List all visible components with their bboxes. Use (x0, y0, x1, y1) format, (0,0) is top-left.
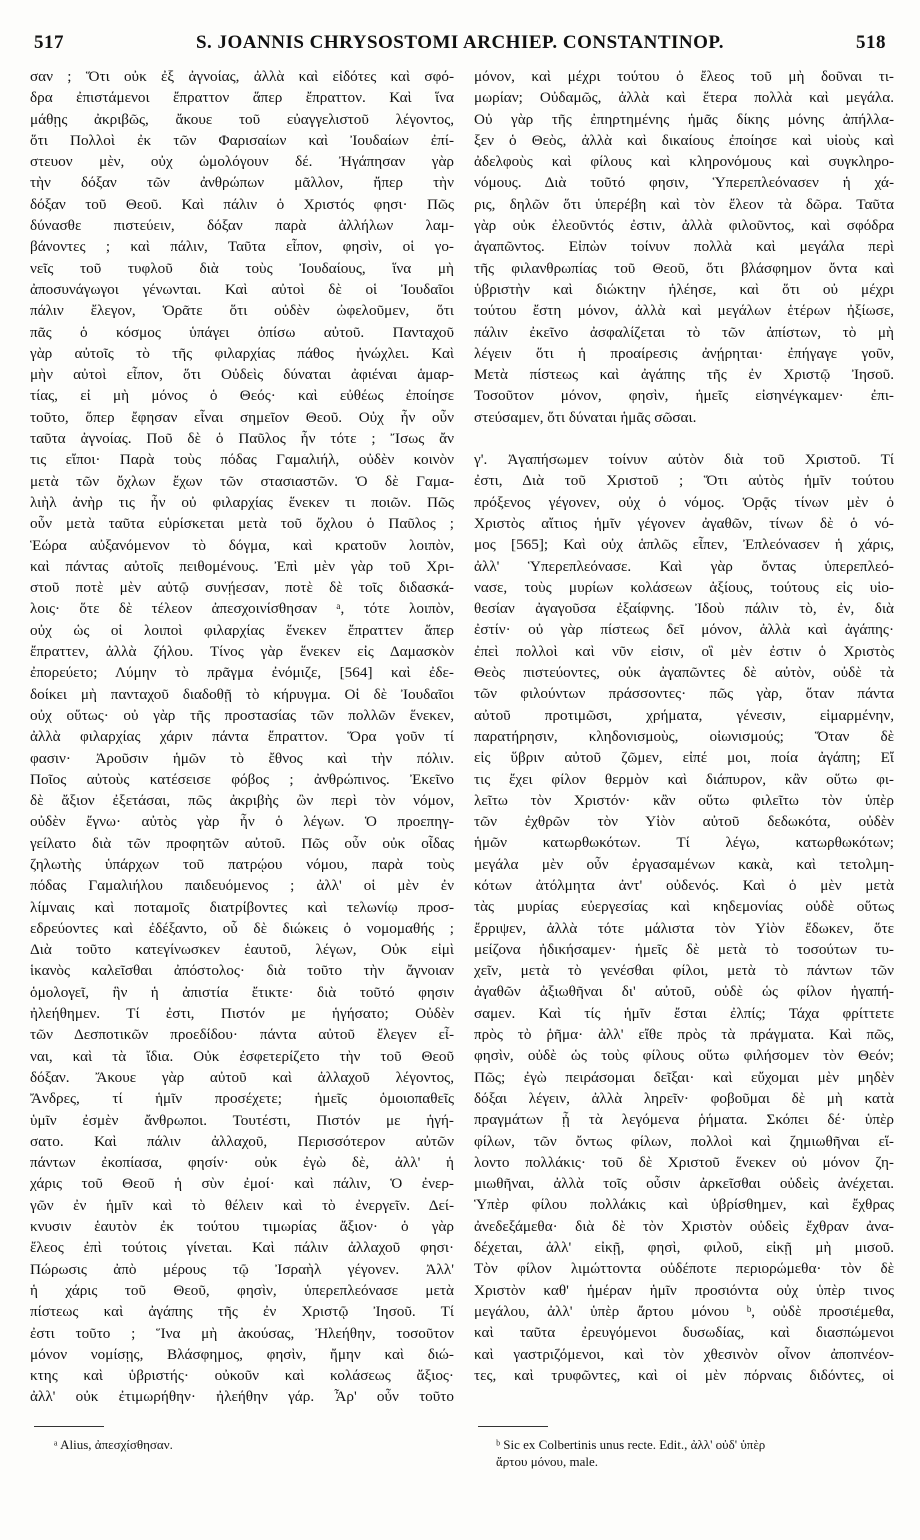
right-column (474, 66, 894, 1386)
text-line: Πῶς; ἐγὼ πειράσομαι δεῖξαι· καὶ εὔχομαι μὲν μηδὲν (474, 1068, 894, 1086)
text-line: Θεὸς πιστεύοντες, οὐκ ἀγαπῶντες δὲ αὐτὸν, οὐδὲ τὰ (474, 664, 894, 682)
text-line: νόμους. Διὰ τοῦτό φησιν, Ὑπερεπλεόνασεν ἡ χά- (474, 174, 894, 192)
text-line: δρα ἐπιστάμενοι ἔπραττον ἅπερ ἔπραττον. Καὶ ἵνα (30, 89, 454, 107)
text-line: ἀγαθῶν ἀξιωθῆναι δι' αὐτοῦ, οὐδὲ ὡς φίλον ἠγαπή- (474, 983, 894, 1001)
text-line: τίας, εἰ μὴ μόνος ὁ Θεός· καὶ εὐθέως ἐποίησε (30, 387, 454, 405)
text-line: νεῖς τοῦ τυφλοῦ διὰ τοὺς Ἰουδαίους, ἵνα μὴ (30, 259, 454, 277)
text-line: μος [565]; Καὶ οὐχ ἁπλῶς εἶπεν, Ἐπλεόνασεν ἡ χάρις, (474, 536, 894, 554)
text-line: θεσίαν ἀγαγοῦσα ἐξαίφνης. Ἰδοὺ πάλιν τὸ, ἐν, διὰ (474, 600, 894, 618)
text-line: ἔρριψεν, ἀλλὰ τότε μάλιστα τὸν Υἱὸν ἔδωκεν, ὅτε (474, 919, 894, 937)
text-line: κνυσιν ἑαυτὸν ἐκ τούτου τιμωρίας ἄξιον· ὁ γὰρ (30, 1218, 454, 1236)
text-line: καὶ ταῦτα ἐρευγόμενοι δυσωδίας, καὶ διασπώμενοι (474, 1324, 894, 1342)
text-line: ὑμῖν ἐσμὲν ἄνθρωποι. Τουτέστι, Πιστόν με ἡγή- (30, 1111, 454, 1129)
text-line: Χριστὸν καθ' ἡμέραν ἡμῖν προσιόντα οὐχ ὑπὲρ τινος (474, 1281, 894, 1299)
text-line: τὰς μυρίας εὐεργεσίας καὶ κηδεμονίας οὐδὲ οὕτως (474, 898, 894, 916)
text-line: λέγειν ὅτι ἡ προαίρεσις ἀνῄρηται· ἐπήγαγε γοῦν, (474, 344, 894, 362)
footnote-rule-left (34, 1426, 104, 1427)
footnote-text: ᵇ Sic ex Colbertinis unus recte. Edit., ἀλλ' οὐδ' ὑπὲρ (496, 1437, 766, 1452)
text-line: ἔλεος ἐπὶ τούτοις γίνεται. Καὶ πάλιν ἀλλαχοῦ φησι· (30, 1239, 454, 1257)
text-line: μεγάλα μὲν οὖν ἐργασαμένων κακὰ, καὶ τετολμη- (474, 855, 894, 873)
text-line: στευον μὲν, οὐχ ὡμολόγουν δέ. Ἠγάπησαν γὰρ (30, 153, 454, 171)
text-line: μείζονα ἠδικήσαμεν· ἡμεῖς δὲ μετὰ τὸ τοσούτων τυ- (474, 940, 894, 958)
text-line: ἀνεδεξάμεθα· διὰ δὲ τὸν Χριστὸν οὐδεὶς ἔχθραν ἀνα- (474, 1217, 894, 1235)
text-line: πᾶς ὁ κόσμος ὑπάγει ὀπίσω αὐτοῦ. Πανταχοῦ (30, 323, 454, 341)
page-number-right: 518 (856, 32, 886, 53)
left-column (30, 66, 454, 1408)
text-line: ἡ χάρις τοῦ Θεοῦ, φησὶν, ὑπερεπλεόνασε μετὰ (30, 1281, 454, 1299)
text-line: Χριστὸς αἴτιος ἡμῖν γέγονεν ἀγαθῶν, τίνων δὲ ὁ νό- (474, 514, 894, 532)
text-line: παρατήρησιν, κληδονισμοὺς, οἰωνισμούς; Ὅταν δὲ (474, 727, 894, 745)
text-line: φίλων, τῶν ὄντως φίλων, πολλοὶ καὶ ζημιωθῆναι εἵ- (474, 1132, 894, 1150)
text-line: εδρεύοντες καὶ ἐδέξαντο, οὗ δὲ διώκεις ὁ νομομαθής ; (30, 919, 454, 937)
text-line: πίστεως καὶ ἀγάπης τῆς ἐν Χριστῷ Ἰησοῦ. Τί (30, 1303, 454, 1321)
text-line: τες, καὶ τρυφῶντες, καὶ οἱ μὲν πόρναις διδόντες, οἱ (474, 1366, 894, 1384)
text-line: σατο. Καὶ πάλιν ἀλλαχοῦ, Περισσότερον αὐτῶν (30, 1132, 454, 1150)
text-line: ὑβριστὴν καὶ διώκτην ἠλέησε, καὶ ὅτι οὐ μέχρι (474, 280, 894, 298)
text-line: μάθῃς ἀκριβῶς, ἄκουε τοῦ εὐαγγελιστοῦ λέγοντος, (30, 110, 454, 128)
text-line: ἐστίν· οὐ γὰρ πίστεως δεῖ μόνον, ἀλλὰ καὶ ἀγάπης· (474, 621, 894, 639)
text-line: πάντων ἐκοπίασα, φησίν· οὐκ ἐγὼ δὲ, ἀλλ' ἡ (30, 1154, 454, 1172)
text-line: ἐπεὶ πολλοὶ καὶ νῦν εἰσιν, οἳ μὲν ἐστιν ὁ Χριστὸς (474, 642, 894, 660)
text-line: δόξαν τοῦ Θεοῦ. Καὶ πάλιν ὁ Χριστός φησι· Πῶς (30, 195, 454, 213)
text-line: γὰρ αὐτοῖς τὸ τῆς φιλαρχίας πάθος ἠνώχλει. Καὶ (30, 344, 454, 362)
text-line: γὰρ οὐκ ἐλεοῦντός ἐστιν, ἀλλὰ φιλοῦντος, καὶ σφόδρα (474, 217, 894, 235)
text-line: πόδας Γαμαλιήλου παιδευόμενος ; ἀλλ' οἱ μὲν ἐν (30, 877, 454, 895)
footnote-rule-right (478, 1426, 548, 1427)
text-line: αὐτοῦ προτιμῶσι, χρήματα, γένεσιν, εἱμαρμένην, (474, 706, 894, 724)
text-line: πάλιν ἔλεγον, Ὁρᾶτε ὅτι οὐδὲν ὠφελοῦμεν, ὅτι (30, 302, 454, 320)
text-line: σαμεν. Καὶ τίς ἡμῖν ἔσται ἐλπίς; Τάχα φρίττετε (474, 1004, 894, 1022)
text-line: τὴν δόξαν τῶν ἀνθρώπων μᾶλλον, ἤπερ τὴν (30, 174, 454, 192)
text-line: πρόξενος γέγονεν, οὐχ ὁ νόμος. Ὁρᾷς τίνων μὲν ὁ (474, 493, 894, 511)
text-line: δέχεται, ἀλλ' εἰκῇ, φησὶ, φιλοῦ, εἰκῇ μὴ μισοῦ. (474, 1239, 894, 1257)
text-line: ἡμῶν κατωρθωκότων. Τί λέγω, κατωρθωκότων; (474, 834, 894, 852)
text-line: δὲ ἄξιον ἐξετάσαι, πῶς ἀκριβὴς ὢν περὶ τὸν νόμον, (30, 792, 454, 810)
text-line: δύνασθε πιστεύειν, δόξαν παρὰ ἀλλήλων λαμ- (30, 217, 454, 235)
text-line: πάλιν ἐκεῖνο ἀσφαλίζεται τὸ τῶν ἀπίστων, τὸ μὴ (474, 323, 894, 341)
text-line: καὶ πάντας αὐτοῖς πειθομένους. Ἐπὶ μὲν γὰρ τοῦ Χρι- (30, 557, 454, 575)
text-line: ἀποσυνάγωγοι γένωνται. Καὶ αὐτοὶ δὲ οἱ Ἰουδαῖοι (30, 280, 454, 298)
footnote-text: ἄρτου μόνου, male. (496, 1454, 599, 1469)
text-line: μεγάλου, ἀλλ' ὑπὲρ ἄρτου μόνου ᵇ, οὐδὲ προσιέμεθα, (474, 1302, 894, 1320)
text-line: ναι, καὶ τὰ ἴδια. Οὐκ ἐσφετερίζετο τὴν τοῦ Θεοῦ (30, 1047, 454, 1065)
text-line: λοντο πολλάκις· τοῦ δὲ Χριστοῦ ἕνεκεν οὐ μόνον ζη- (474, 1153, 894, 1171)
text-line: ἱκανὸς καλεῖσθαι ἀπόστολος· διὰ τοῦτο τὴν ἄγνοιαν (30, 962, 454, 980)
text-line: Μετὰ πίστεως καὶ ἀγάπης τῆς ἐν Χριστῷ Ἰησοῦ. (474, 366, 894, 384)
text-line: λεῖτω τὸν Χριστόν· κἂν οὕτω φιλεῖτω τὸν ὑπὲρ (474, 791, 894, 809)
text-line: ἐστι τοῦτο ; Ἵνα μὴ ἀκούσας, Ἠλεήθην, τοσοῦτον (30, 1324, 454, 1342)
text-line: ἀλλ' Ὑπερεπλεόνασε. Καὶ γὰρ ὄντας ὑπερεπλεό- (474, 557, 894, 575)
text-line: εἰς ὕβριν αὐτοῦ ζῶμεν, εἰπέ μοι, ποία ἀγάπη; Εἴ (474, 749, 894, 767)
text-line: μὴν αὐτοὶ εἶπον, ὅτι Οὐδεὶς δύναται ἀφιέναι ἁμαρ- (30, 366, 454, 384)
text-line: μωρίαν; Οὐδαμῶς, ἀλλὰ καὶ ἕτερα πολλὰ καὶ μεγάλα. (474, 89, 894, 107)
text-line: Ποῖος αὐτοὺς κατέσεισε φόβος ; ἀνθρώπινος. Ἐκεῖνο (30, 770, 454, 788)
text-line: λίμναις καὶ ποταμοῖς διατρίβοντες καὶ τελωνίῳ προσ- (30, 898, 454, 916)
text-line: κτης καὶ ὑβριστής· οὐκοῦν καὶ κολάσεως ἄξιος· (30, 1367, 454, 1385)
page-header (30, 32, 890, 60)
text-line: ἀλλ' οὐκ ἐτιμωρήθην· ἠλεήθην γάρ. Ἆρ' οὖν τοῦτο (30, 1388, 454, 1406)
page-number-left: 517 (34, 32, 64, 53)
text-line: μιωθῆναι, ἀλλὰ τοῖς οὖσιν ἀρκεῖσθαι οὐδεὶς ἀνέχεται. (474, 1175, 894, 1193)
footnote-left (54, 1436, 444, 1453)
text-line: Οὐ γὰρ τῆς ἐπηρτημένης ἡμᾶς δίκης μόνης ἀπήλλα- (474, 110, 894, 128)
text-line: ζηλωτὴς ὑπάρχων τοῦ πατρῴου νόμου, παρὰ τοὺς (30, 855, 454, 873)
text-line: βάνοντες ; καὶ πάλιν, Ταῦτα εἶπον, φησὶν, οἱ γο- (30, 238, 454, 256)
text-line: Ὑπὲρ φίλου πολλάκις καὶ ὑβρίσθημεν, καὶ ἔχθρας (474, 1196, 894, 1214)
text-line: οὐχ οὕτως· οὐ γὰρ τῆς προστασίας τῶν πολλῶν ἕνεκεν, (30, 706, 454, 724)
text-line: ἠλεήθημεν. Τί ἐστι, Πιστόν με ἡγήσατο; Οὐδὲν (30, 1005, 454, 1023)
text-line: μόνον, καὶ μέχρι τούτου ὁ ἔλεος τοῦ μὴ δοῦναι τι- (474, 68, 894, 85)
footnote-right (496, 1436, 896, 1470)
text-line: γείλατο διὰ τῶν προφητῶν αὐτοῦ. Πῶς οὖν οὐκ οἶδας (30, 834, 454, 852)
text-line: στοῦ ποτὲ μὲν αὐτῷ συνῄεσαν, ποτὲ δὲ τοῖς διδασκά- (30, 579, 454, 597)
text-line: οὖν μετὰ ταῦτα εὑρίσκεται μετὰ τοῦ ὄχλου ὁ Παῦλος ; (30, 515, 454, 533)
footnote-text: ᵃ Alius, ἀπεσχίσθησαν. (54, 1437, 173, 1452)
text-line: δόξαν. Ἄκουε γὰρ αὐτοῦ καὶ ἀλλαχοῦ λέγοντος, (30, 1068, 454, 1086)
text-line: ἀγαπῶντος. Εἰπὼν τοίνυν πολλὰ καὶ μεγάλα περὶ (474, 238, 894, 256)
text-line: δόξαι λέγειν, ἀλλὰ ληρεῖν· φοβοῦμαι δὲ μὴ κατὰ (474, 1089, 894, 1107)
text-line: οὐδὲν ἔγνω· αὐτὸς γὰρ ἦν ὁ λέγων. Ὁ προεπηγ- (30, 813, 454, 831)
text-line: καὶ γαστριζόμενοι, καὶ τὸν χθεσινὸν οἶνον ἀποπνέον- (474, 1345, 894, 1363)
text-line: νασε, τοὺς μυρίων κολάσεων ἀξίους, τούτους εἰς υἱο- (474, 578, 894, 596)
text-line: τοῦτο, ὅπερ ἔφησαν εἶναι σημεῖον Θεοῦ. Οὐχ ἦν οὖν (30, 408, 454, 426)
text-line: δοίκει μὴ πανταχοῦ διαδοθῇ τὸ κήρυγμα. Οἱ δὲ Ἰουδαῖοι (30, 685, 454, 703)
text-line: ταῦτα ἀγνοίας. Ποῦ δὲ ὁ Παῦλος ἦν τότε ; Ἴσως ἄν (30, 430, 454, 448)
text-line: γ'. Ἀγαπήσωμεν τοίνυν αὐτὸν διὰ τοῦ Χριστοῦ. Τί (474, 451, 894, 469)
text-line: Πώρωσις ἀπὸ μέρους τῷ Ἰσραὴλ γέγονεν. Ἀλλ' (30, 1260, 454, 1278)
text-line: Διὰ τοῦτο κατεγίνωσκεν ἑαυτοῦ, λέγων, Οὐκ εἰμὶ (30, 941, 454, 959)
running-title: S. JOANNIS CHRYSOSTOMI ARCHIEP. CONSTANTINOP. (195, 32, 725, 53)
text-line: τῶν φιλούντων πράσσοντες· πῶς γὰρ, ὅταν πάντα (474, 685, 894, 703)
text-line: τῶν ἐχθρῶν τὸν Υἱὸν αὐτοῦ δεδωκότα, οὐδὲν (474, 813, 894, 831)
text-line: τῶν Δεσποτικῶν προεδίδου· πάντα αὐτοῦ ἔλεγεν εἶ- (30, 1026, 454, 1044)
text-line: τούτου ἔστη μόνον, ἀλλὰ καὶ μεγάλων ἑτέρων ἠξίωσε, (474, 302, 894, 320)
text-line: οὐχ ὡς οἱ λοιποὶ φιλαρχίας ἕνεκεν ἔπραττεν ἅπερ (30, 621, 454, 639)
text-line: κότων ἀτόλμητα ἀντ' οὐδενός. Καὶ ὁ μὲν μετὰ (474, 876, 894, 894)
text-line: χεῖν, μετὰ τὸ γενέσθαι φίλοι, μετὰ τὸ πάντων τῶν (474, 962, 894, 980)
text-line: γῶν ἐν ἡμῖν καὶ τὸ θέλειν καὶ τὸ ἐνεργεῖν. Δεί- (30, 1196, 454, 1214)
text-line: τις ἔχει φίλον θερμὸν καὶ διάπυρον, κἂν οὕτω φι- (474, 770, 894, 788)
text-line: Τοσοῦτον μόνον, φησὶν, ἡμεῖς εἰσηνέγκαμεν· ἐπι- (474, 387, 894, 405)
text-line: πρὸς τὸ ῥῆμα· ἀλλ' εἴθε πρὸς τὰ πράγματα. Καὶ πῶς, (474, 1026, 894, 1044)
text-line: στεύσαμεν, ὅτι δύναται ἡμᾶς σῶσαι. (474, 408, 697, 426)
text-line: φησὶν, οὐδὲ ὡς τοὺς φίλους οὕτω φιλήσομεν τὸν Θεόν; (474, 1047, 894, 1065)
text-line: ρις, δηλῶν ὅτι ὑπερέβη καὶ τὸν ἔλεον τὰ δῶρα. Ταῦτα (474, 195, 894, 213)
text-line: ἀδελφοὺς καὶ φίλους καὶ κληρονόμους καὶ συγκληρο- (474, 153, 894, 171)
text-line: ἀλλὰ φιλαρχίας χάριν πάντα ἔπραττον. Ὅρα γοῦν τί (30, 728, 454, 746)
text-line: ὅτι Πολλοὶ ἐκ τῶν Φαρισαίων καὶ Ἰουδαίων ἐπί- (30, 131, 454, 149)
text-line: λοις· ὅτε δὲ τέλεον ἀπεσχοινίσθησαν ᵃ, τότε λοιπὸν, (30, 600, 454, 618)
text-line: φασιν· Ἀροῦσιν ἡμῶν τὸ ἔθνος καὶ τὴν πόλιν. (30, 749, 454, 767)
text-line: Τὸν φίλον λιμώττοντα οὐδέποτε περιορώμεθα· τὸν δὲ (474, 1260, 894, 1278)
text-line: ἔπραττεν, ἀλλὰ ζήλου. Τίνος γὰρ ἕνεκεν εἰς Δαμασκὸν (30, 643, 454, 661)
text-line: λιὴλ ἀνὴρ τις ἦν οὐ φιλαρχίας ἕνεκεν τι ποιῶν. Πῶς (30, 493, 454, 511)
text-line: ὁμολογεῖ, ἣν ἡ ἀπιστία ἔτικτε· διὰ τοῦτό φησιν (30, 983, 454, 1001)
text-line: Ἑώρα αὐξανόμενον τὸ δόγμα, καὶ κρατοῦν λοιπὸν, (30, 536, 454, 554)
paragraph-gap (474, 428, 894, 449)
text-line: σαν ; Ὅτι οὐκ ἐξ ἀγνοίας, ἀλλὰ καὶ εἰδότες καὶ σφό- (30, 68, 454, 85)
text-line: τις εἴποι· Παρὰ τοὺς πόδας Γαμαλιήλ, οὐδὲν κοινὸν (30, 451, 454, 469)
text-line: μόνον νομίσῃς, Βλάσφημος, φησὶν, ἤμην καὶ διώ- (30, 1345, 454, 1363)
text-line: ἐπορεύετο; Λύμην τὸ πρᾶγμα ἐνόμιζε, [564] καὶ ἐδε- (30, 664, 454, 682)
text-line: πραγμάτων ᾖ τὰ λεγόμενα ῥήματα. Σκόπει δέ· ὑπὲρ (474, 1111, 894, 1129)
text-line: ξεν ὁ Θεὸς, ἀλλὰ καὶ δικαίους ἐποίησε καὶ υἱοὺς καὶ (474, 131, 894, 149)
text-line: Ἄνδρες, τί ἡμῖν προσέχετε; ἡμεῖς ὁμοιοπαθεῖς (30, 1090, 454, 1108)
text-line: ἐστι, Διὰ τοῦ Χριστοῦ ; Ὅτι αὐτὸς ἡμῖν τούτου (474, 472, 894, 490)
text-line: χάρις τοῦ Θεοῦ ἡ σὺν ἐμοί· καὶ πάλιν, Ὁ ἐνερ- (30, 1175, 454, 1193)
text-line: μετὰ τῶν ὄχλων ἔχων τῶν στασιαστῶν. Ὁ δὲ Γαμα- (30, 472, 454, 490)
text-line: τῆς φιλανθρωπίας τοῦ Θεοῦ, ὅτι βλάσφημον ὄντα καὶ (474, 259, 894, 277)
